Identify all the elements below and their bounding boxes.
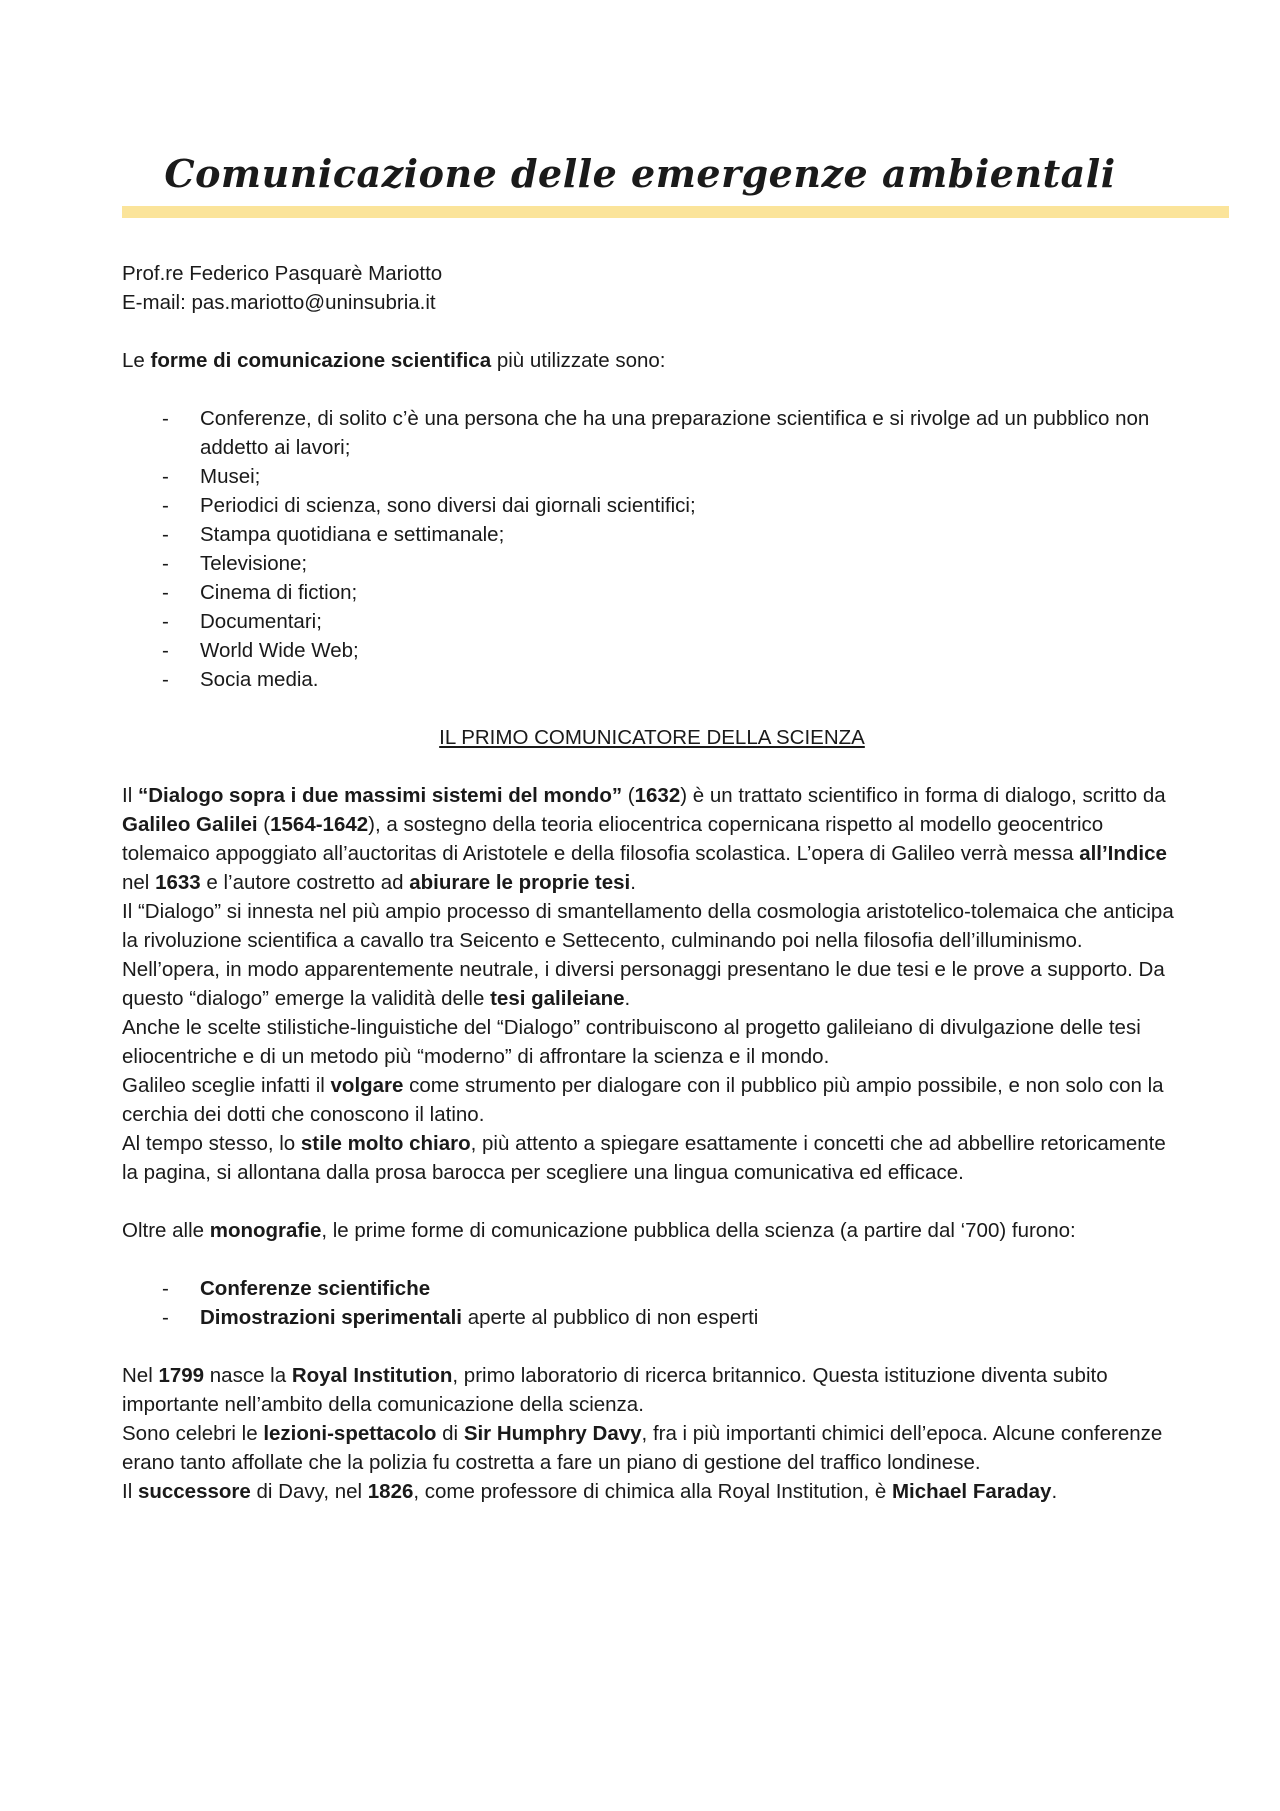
list-item: - Conferenze scientifiche <box>122 1274 1182 1303</box>
intro-paragraph: Le forme di comunicazione scientifica più utilizzate sono: <box>122 349 666 372</box>
characters-paragraph: Nell’opera, in modo apparentemente neutrale, i diversi personaggi presentano le due tesi e le prove a supporto. Da questo “dialogo” emerge la validità delle tesi galileiane. <box>122 958 1165 1010</box>
dialogo-paragraph: Il “Dialogo sopra i due massimi sistemi del mondo” (1632) è un trattato scientifico in forma di dialogo, scritto da Galileo Galilei (1564-1642), a sostegno della teoria eliocentrica copernicana rispetto al modello geocentrico tolemaico appoggiato all’auctoritas di Aristotele e della filosofia scolastica. L’opera di Galileo verrà messa all’Indice nel 1633 e l’autore costretto ad abiurare le proprie tesi. <box>122 784 1167 894</box>
list-item: - Televisione; <box>122 549 1182 578</box>
list-item: - Stampa quotidiana e settimanale; <box>122 520 1182 549</box>
document-body <box>122 259 1182 1506</box>
style-paragraph: Al tempo stesso, lo stile molto chiaro, più attento a spiegare esattamente i concetti che ad abbellire retoricamente la pagina, si allontana dalla prosa barocca per scegliere una lingua comunicativa ed efficace. <box>122 1132 1166 1184</box>
faraday-paragraph: Il successore di Davy, nel 1826, come professore di chimica alla Royal Institution, è Michael Faraday. <box>122 1480 1058 1503</box>
stylistic-paragraph: Anche le scelte stilistiche-linguistiche del “Dialogo” contribuiscono al progetto galileiano di divulgazione delle tesi eliocentriche e di un metodo più “moderno” di affrontare la scienza e il mondo. <box>122 1016 1141 1068</box>
section-heading: IL PRIMO COMUNICATORE DELLA SCIENZA <box>439 726 865 749</box>
list-item: - Conferenze, di solito c’è una persona che ha una preparazione scientifica e si rivolge ad un pubblico non addetto ai lavori; <box>122 404 1182 462</box>
list-item: - Periodici di scienza, sono diversi dai giornali scientifici; <box>122 491 1182 520</box>
list-item: - Documentari; <box>122 607 1182 636</box>
list-item: - Dimostrazioni sperimentali aperte al pubblico di non esperti <box>122 1303 1182 1332</box>
monografie-paragraph: Oltre alle monografie, le prime forme di comunicazione pubblica della scienza (a partire dal ‘700) furono: <box>122 1219 1076 1242</box>
list-item: - Musei; <box>122 462 1182 491</box>
list-item: - World Wide Web; <box>122 636 1182 665</box>
list-item: - Cinema di fiction; <box>122 578 1182 607</box>
professor-email: E-mail: pas.mariotto@uninsubria.it <box>122 291 436 314</box>
davy-paragraph: Sono celebri le lezioni-spettacolo di Sir Humphry Davy, fra i più importanti chimici dell’epoca. Alcune conferenze erano tanto affollate che la polizia fu costretta a fare un piano di gestione del traffico londinese. <box>122 1422 1163 1474</box>
early-forms-list <box>122 1274 1182 1332</box>
professor-name: Prof.re Federico Pasquarè Mariotto <box>122 262 443 285</box>
volgare-paragraph: Galileo sceglie infatti il volgare come strumento per dialogare con il pubblico più ampio possibile, e non solo con la cerchia dei dotti che conoscono il latino. <box>122 1074 1164 1126</box>
list-item: - Socia media. <box>122 665 1182 694</box>
page-title: Comunicazione delle emergenze ambientali <box>164 151 1116 196</box>
communication-forms-list <box>122 404 1182 694</box>
cosmology-paragraph: Il “Dialogo” si innesta nel più ampio processo di smantellamento della cosmologia aristotelico-tolemaica che anticipa la rivoluzione scientifica a cavallo tra Seicento e Settecento, culminando poi nella filosofia dell’illuminismo. <box>122 900 1174 952</box>
royal-institution-paragraph: Nel 1799 nasce la Royal Institution, primo laboratorio di ricerca britannico. Questa istituzione diventa subito importante nell’ambito della comunicazione della scienza. <box>122 1364 1108 1416</box>
title-highlight-bar <box>122 206 1229 218</box>
